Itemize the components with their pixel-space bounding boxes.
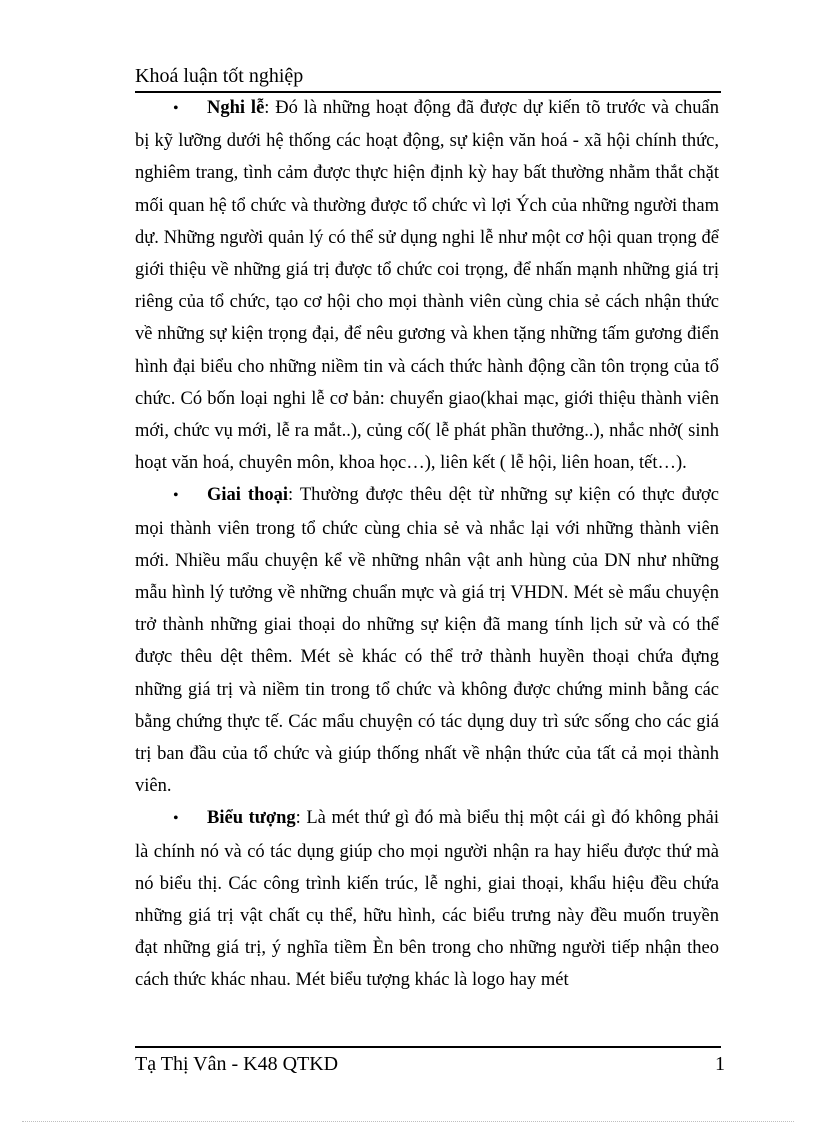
page-break-divider	[22, 1121, 794, 1122]
bullet-icon: •	[173, 100, 179, 117]
paragraph-text: : Đó là những hoạt động đã được dự kiến tõ trước và chuẩn bị kỹ lưỡng dưới hệ thống các hoạt động, sự kiện văn hoá - xã hội chính thức, nghiêm trang, tình cảm được thực hiện định kỳ hay bất thường nhằm thắt chặt mối quan hệ tổ chức và thường được tổ chức vì lợi Ých của những người tham dự. Những người quản lý có thể sử dụng nghi lễ như một cơ hội quan trọng để giới thiệu về những giá trị được tổ chức coi trọng, để nhấn mạnh những giá trị riêng của tổ chức, tạo cơ hội cho mọi thành viên cùng chia sẻ cách nhận thức về những sự kiện trọng đại, để nêu gương và khen tặng những tấm gương điển hình đại biểu cho những niềm tin và cách thức hành động cần tôn trọng của tổ chức. Có bốn loại nghi lễ cơ bản: chuyển giao(khai mạc, giới thiệu thành viên mới, chức vụ mới, lễ ra mắt..), củng cố( lễ phát phần thưởng..), nhắc nhở( sinh hoạt văn hoá, chuyên môn, khoa học…), liên kết ( lễ hội, liên hoan, tết…).	[135, 98, 719, 474]
paragraph-text: : Là mét thứ gì đó mà biểu thị một cái gì đó không phải là chính nó và có tác dụng giúp cho mọi người nhận ra hay hiểu được thứ mà nó biểu thị. Các công trình kiến trúc, lễ nghi, giai thoại, khẩu hiệu đều chứa những giá trị vật chất cụ thể, hữu hình, các biểu trưng này đều muốn truyền đạt những giá trị, ý nghĩa tiềm Èn bên trong cho những người tiếp nhận theo cách thức khác nhau. Mét biểu tượng khác là logo hay mét	[135, 808, 719, 991]
footer-author: Tạ Thị Vân - K48 QTKD	[135, 1053, 339, 1075]
paragraph-nghi-le	[135, 92, 719, 479]
footer-rule	[135, 1046, 721, 1048]
running-header-title: Khoá luận tốt nghiệp	[135, 65, 304, 87]
term-giai-thoai: Giai thoại	[207, 485, 289, 506]
paragraph-giai-thoai	[135, 479, 719, 802]
term-bieu-tuong: Biểu tượng	[207, 808, 296, 829]
term-nghi-le: Nghi lễ	[207, 98, 265, 118]
paragraph-text: : Thường được thêu dệt từ những sự kiện có thực được mọi thành viên trong tổ chức cùng chia sẻ và nhắc lại với những thành viên mới. Nhiều mẩu chuyện kể về những nhân vật anh hùng của DN như những mẫu hình lý tưởng về những chuẩn mực và giá trị VHDN. Mét sè mẩu chuyện trở thành những giai thoại do những sự kiện đã mang tính lịch sử và có thể được thêu dệt thêm. Mét sè khác có thể trở thành huyền thoại chứa đựng những giá trị và niềm tin trong tổ chức và không được chứng minh bằng các bằng chứng thực tế. Các mẩu chuyện có tác dụng duy trì sức sống cho các giá trị ban đầu của tổ chức và giúp thống nhất về nhận thức của tất cả mọi thành viên.	[135, 485, 719, 797]
page-body	[135, 92, 719, 997]
bullet-icon: •	[173, 487, 179, 505]
page-number: 1	[715, 1053, 725, 1075]
paragraph-bieu-tuong	[135, 802, 719, 996]
bullet-icon: •	[173, 810, 179, 828]
